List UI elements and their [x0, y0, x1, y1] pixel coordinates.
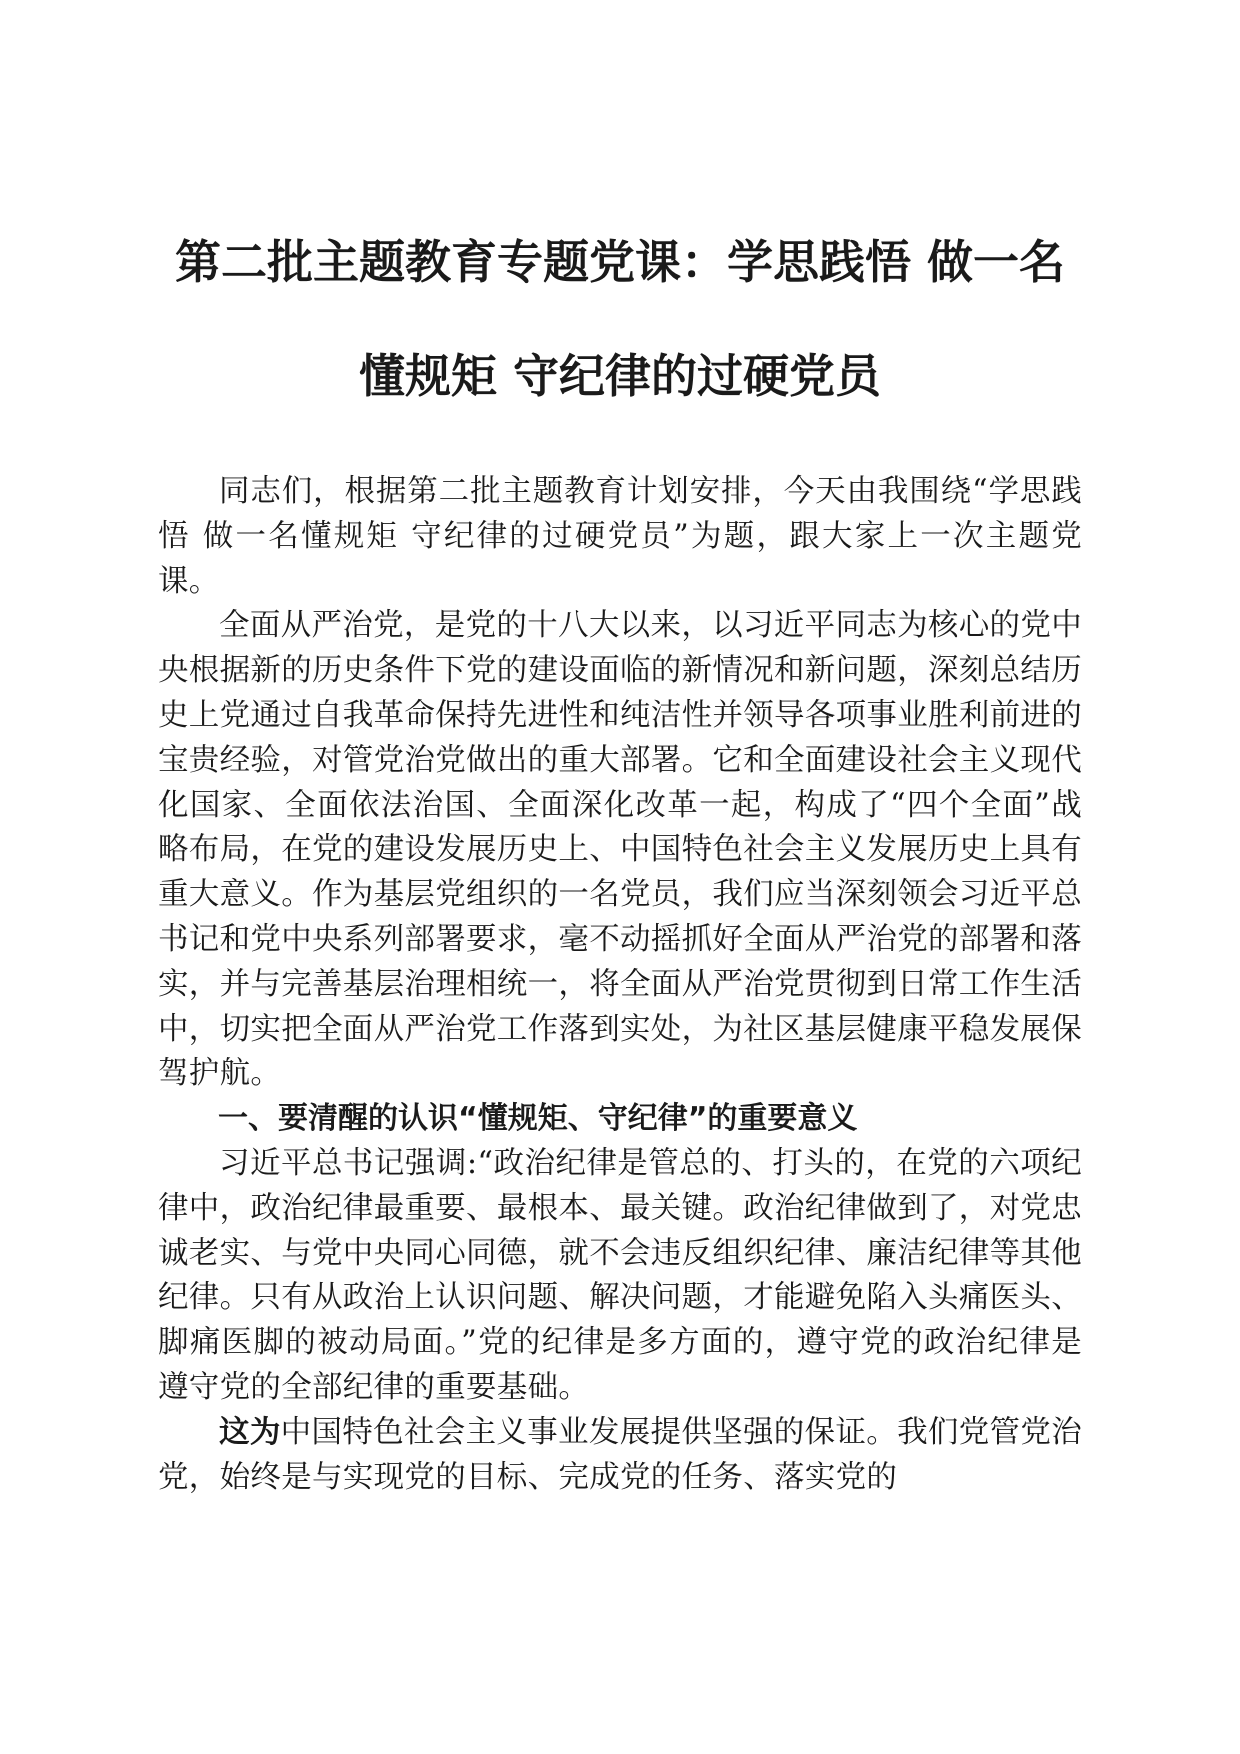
- paragraph-overview: 全面从严治党，是党的十八大以来，以习近平同志为核心的党中央根据新的历史条件下党的建设面临的新情况和新问题，深刻总结历史上党通过自我革命保持先进性和纯洁性并领导各项事业胜利前进的宝贵经验，对管党治党做出的重大部署。它和全面建设社会主义现代化国家、全面依法治国、全面深化改革一起，构成了“四个全面”战略布局，在党的建设发展历史上、中国特色社会主义发展历史上具有重大意义。作为基层党组织的一名党员，我们应当深刻领会习近平总书记和党中央系列部署要求，毫不动摇抓好全面从严治党的部署和落实，并与完善基层治理相统一，将全面从严治党贯彻到日常工作生活中，切实把全面从严治党工作落到实处，为社区基层健康平稳发展保驾护航。: [158, 608, 1082, 1092]
- document-title-line-2: 懂规矩 守纪律的过硬党员: [358, 349, 881, 403]
- paragraph-continued: [158, 1411, 1082, 1501]
- paragraph-quote: 习近平总书记强调:“政治纪律是管总的、打头的，在党的六项纪律中，政治纪律最重要、最根本、最关键。政治纪律做到了，对党忠诚老实、与党中央同心同德，就不会违反组织纪律、廉洁纪律等其他纪律。只有从政治上认识问题、解决问题，才能避免陷入头痛医头、脚痛医脚的被动局面。”党的纪律是多方面的，遵守党的政治纪律是遵守党的全部纪律的重要基础。: [158, 1145, 1082, 1405]
- paragraph-intro: 同志们，根据第二批主题教育计划安排，今天由我围绕“学思践悟 做一名懂规矩 守纪律的过硬党员”为题，跟大家上一次主题党课。: [158, 474, 1082, 599]
- paragraph-lead-bold: 这为: [219, 1414, 281, 1450]
- section-heading-1: 一、要清醒的认识“懂规矩、守纪律”的重要意义: [218, 1101, 858, 1137]
- document-title-line-1: 第二批主题教育专题党课：学思践悟 做一名: [174, 235, 1065, 289]
- document-body: [158, 470, 1082, 1500]
- paragraph-continued-text: 中国特色社会主义事业发展提供坚强的保证。我们党管党治党，始终是与实现党的目标、完成党的任务、落实党的: [158, 1414, 1082, 1495]
